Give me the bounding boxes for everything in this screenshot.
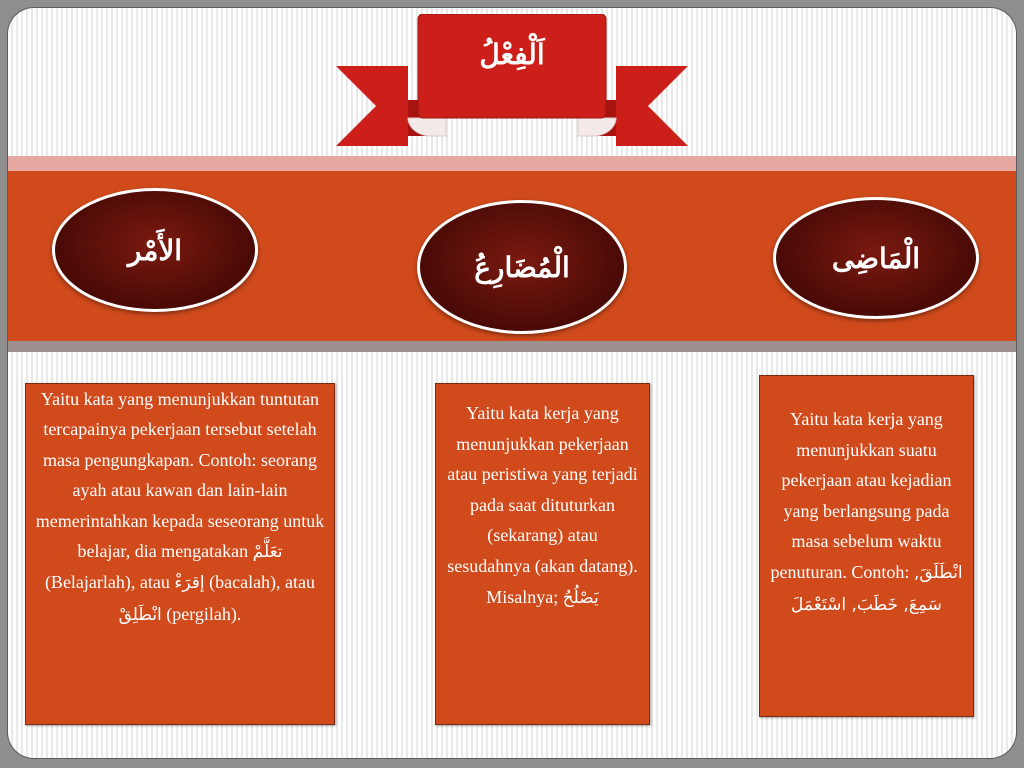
mudhari-example: يَصْلُحُ (562, 587, 599, 608)
amr-description-text-3: (bacalah), atau (209, 572, 316, 593)
madhi-examples: انْطَلَقَ, سَمِعَ, خَطَبَ, اسْتَعْمَلَ (791, 562, 963, 615)
madhi-description-box (759, 375, 974, 717)
slide (8, 8, 1016, 758)
amr-example-3: انْطَلِقْ (118, 604, 162, 625)
amr-description-box (25, 383, 335, 725)
mudhari-description-text: Yaitu kata kerja yang menunjukkan pekerjaan atau peristiwa yang terjadi pada saat dituturkan (sekarang) atau sesudahnya (akan datang). Misalnya; (447, 403, 638, 607)
madhi-description-text: Yaitu kata kerja yang menunjukkan suatu pekerjaan atau kejadian yang berlangsung pada masa sebelum waktu penuturan. Contoh: (770, 409, 952, 582)
title-banner (336, 14, 688, 148)
mudhari-label: الْمُضَارِعُ (474, 250, 570, 284)
amr-label: الأَمْر (127, 233, 183, 267)
oval-amr (52, 188, 258, 312)
gray-band (8, 341, 1016, 352)
page-title: اَلْفِعْلُ (479, 37, 545, 71)
mudhari-description-box (435, 383, 650, 725)
amr-description-text-4: (pergilah). (166, 603, 242, 624)
amr-example-1: تعَلَّمْ (252, 542, 283, 563)
oval-mudhari (417, 200, 627, 334)
oval-madhi (773, 197, 979, 319)
madhi-label: الْمَاضِى (831, 241, 921, 275)
amr-description-text: Yaitu kata yang menunjukkan tuntutan tercapainya pekerjaan tersebut setelah masa pengungkapan. Contoh: seorang ayah atau kawan dan lain-lain memerintahkan kepada seseorang untuk belajar, dia mengatakan (35, 389, 325, 562)
amr-example-2: إقرَءْ (174, 573, 205, 594)
pink-band (8, 156, 1016, 171)
amr-description-text-2: (Belajarlah), atau (44, 572, 175, 593)
